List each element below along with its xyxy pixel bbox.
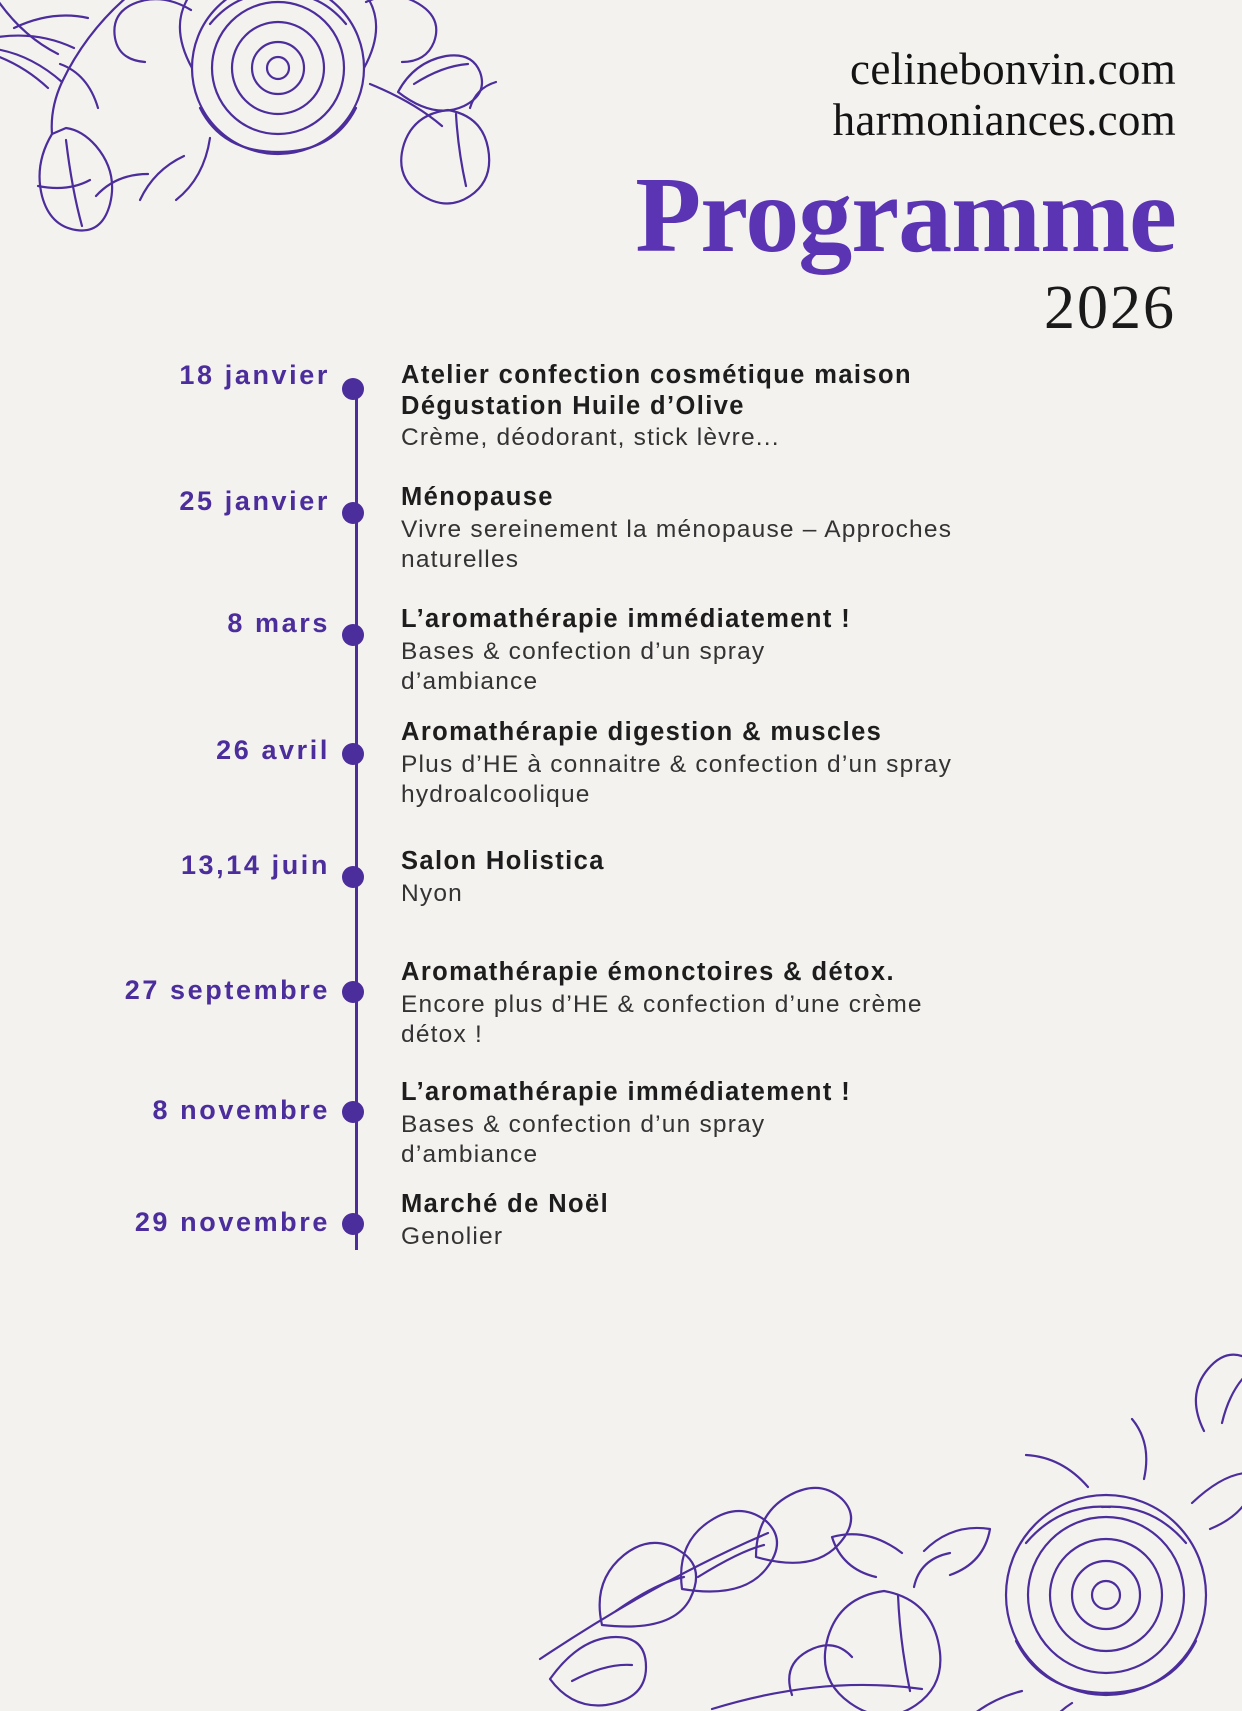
timeline-dot xyxy=(342,981,364,1003)
event-date: 8 novembre xyxy=(152,1095,330,1125)
event-subtitle: Bases & confection d’un spray d’ambiance xyxy=(401,637,766,695)
timeline-item xyxy=(0,717,1242,810)
event-date: 8 mars xyxy=(227,608,330,638)
timeline-dot xyxy=(342,1213,364,1235)
timeline-dot xyxy=(342,743,364,765)
timeline-item xyxy=(0,604,1242,697)
timeline-dot xyxy=(342,624,364,646)
timeline-item xyxy=(0,1077,1242,1170)
event-body xyxy=(382,360,1242,454)
event-subtitle: Bases & confection d’un spray d’ambiance xyxy=(401,1110,766,1168)
event-date: 18 janvier xyxy=(179,360,330,390)
event-title-second-line: Dégustation Huile d’Olive xyxy=(401,391,745,420)
event-title: Aromathérapie digestion & muscles xyxy=(401,718,883,746)
website-celinebonvin[interactable]: celinebonvin.com xyxy=(850,44,1176,94)
event-title: L’aromathérapie immédiatement ! xyxy=(401,1078,852,1106)
event-body xyxy=(382,604,1242,697)
timeline-dot xyxy=(342,1101,364,1123)
floral-decoration-bottom-right xyxy=(532,1251,1242,1711)
event-subtitle: Nyon xyxy=(401,879,463,907)
event-subtitle: Crème, déodorant, stick lèvre... xyxy=(401,424,780,452)
event-date: 25 janvier xyxy=(179,486,330,516)
event-subtitle: Encore plus d’HE & confection d’une crème détox ! xyxy=(401,990,923,1048)
poster-header xyxy=(356,44,1176,342)
event-subtitle: Plus d’HE à connaitre & confection d’un spray hydroalcoolique xyxy=(401,750,953,808)
timeline-dot xyxy=(342,866,364,888)
event-body xyxy=(382,482,1242,575)
timeline-item xyxy=(0,482,1242,575)
event-body xyxy=(382,1077,1242,1170)
event-title: Marché de Noël xyxy=(401,1190,610,1218)
event-title: L’aromathérapie immédiatement ! xyxy=(401,605,852,633)
event-title: Atelier confection cosmétique maison xyxy=(401,361,912,389)
timeline-dot xyxy=(342,378,364,400)
timeline-item xyxy=(0,846,1242,909)
event-date: 26 avril xyxy=(216,735,330,765)
event-date: 27 septembre xyxy=(124,975,330,1005)
event-body xyxy=(382,957,1242,1050)
timeline-item xyxy=(0,957,1242,1050)
event-body xyxy=(382,717,1242,810)
timeline-item xyxy=(0,360,1242,454)
event-body xyxy=(382,846,1242,909)
event-body xyxy=(382,1189,1242,1252)
event-date: 13,14 juin xyxy=(180,850,330,880)
event-title: Ménopause xyxy=(401,483,554,511)
event-subtitle: Vivre sereinement la ménopause – Approches naturelles xyxy=(401,515,953,573)
page-title: Programme xyxy=(635,155,1176,275)
event-title: Aromathérapie émonctoires & détox. xyxy=(401,958,895,986)
website-harmoniances[interactable]: harmoniances.com xyxy=(832,95,1176,146)
event-title: Salon Holistica xyxy=(401,847,605,875)
timeline-dot xyxy=(342,502,364,524)
page-year: 2026 xyxy=(1044,273,1176,342)
event-date: 29 novembre xyxy=(134,1207,330,1237)
timeline-item xyxy=(0,1189,1242,1252)
event-subtitle: Genolier xyxy=(401,1222,504,1250)
